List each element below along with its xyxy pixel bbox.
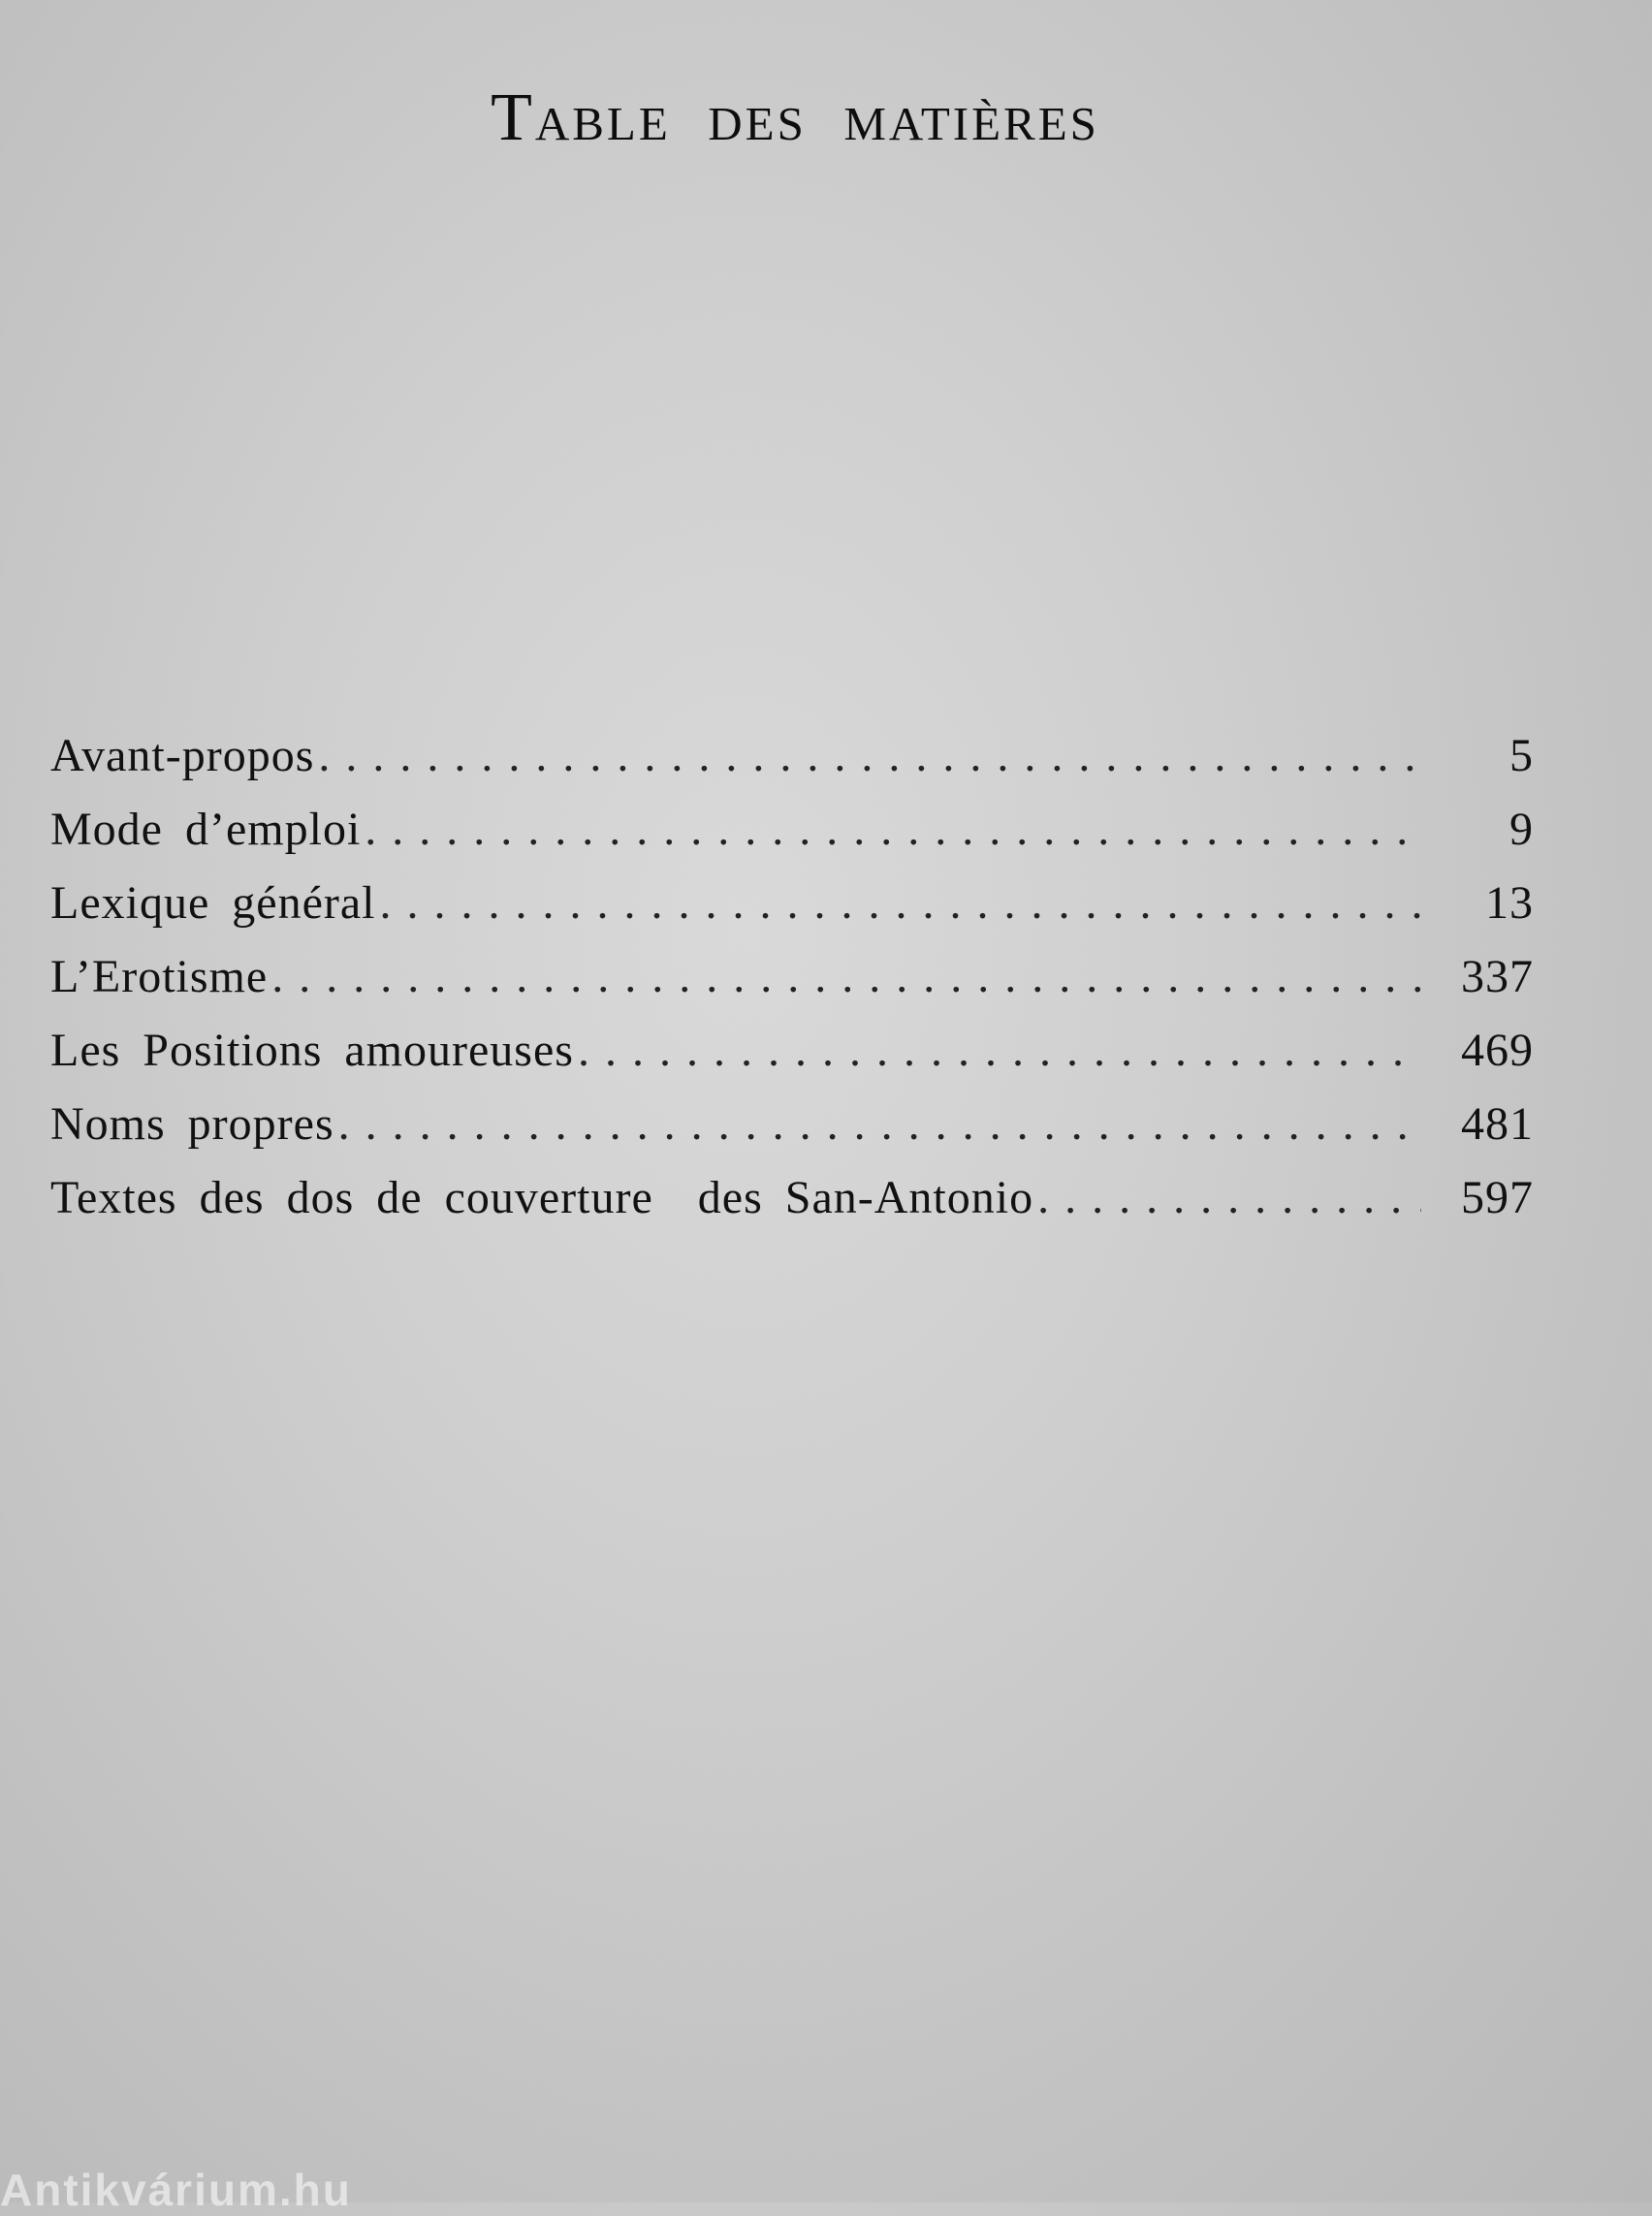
toc-entry-label: L’Erotisme <box>50 951 269 1002</box>
dot-leader <box>338 1097 1421 1151</box>
toc-entry-label: Avant-propos <box>50 730 315 781</box>
toc-entry-page: 469 <box>1461 1025 1534 1076</box>
toc-entry-label: Textes des dos de couverture des San-Antonio <box>50 1172 1034 1223</box>
dot-leader <box>318 729 1421 782</box>
table-of-contents <box>50 729 1534 1245</box>
toc-entry <box>50 729 1534 803</box>
toc-entry-page: 13 <box>1485 877 1534 929</box>
dot-leader <box>1037 1171 1421 1224</box>
dot-leader <box>578 1024 1421 1077</box>
toc-entry <box>50 1097 1534 1171</box>
toc-entry-page: 597 <box>1461 1172 1534 1223</box>
toc-entry <box>50 1024 1534 1097</box>
toc-entry-page: 481 <box>1461 1098 1534 1150</box>
watermark: Antikvárium.hu <box>0 2165 352 2215</box>
dot-leader <box>365 803 1421 856</box>
toc-entry-label: Noms propres <box>50 1098 334 1150</box>
toc-entry <box>50 1171 1534 1245</box>
dot-leader <box>380 876 1422 930</box>
toc-entry-page: 337 <box>1461 951 1534 1002</box>
toc-entry-label: Les Positions amoureuses <box>50 1025 574 1076</box>
toc-entry <box>50 876 1534 950</box>
toc-entry <box>50 950 1534 1024</box>
toc-entry-label: Lexique général <box>50 877 376 929</box>
page-title: Table des matières <box>491 80 1099 155</box>
toc-entry-label: Mode d’emploi <box>50 804 362 855</box>
toc-entry-page: 5 <box>1509 730 1534 781</box>
dot-leader <box>271 950 1421 1003</box>
toc-entry-page: 9 <box>1509 804 1534 855</box>
toc-entry <box>50 803 1534 876</box>
